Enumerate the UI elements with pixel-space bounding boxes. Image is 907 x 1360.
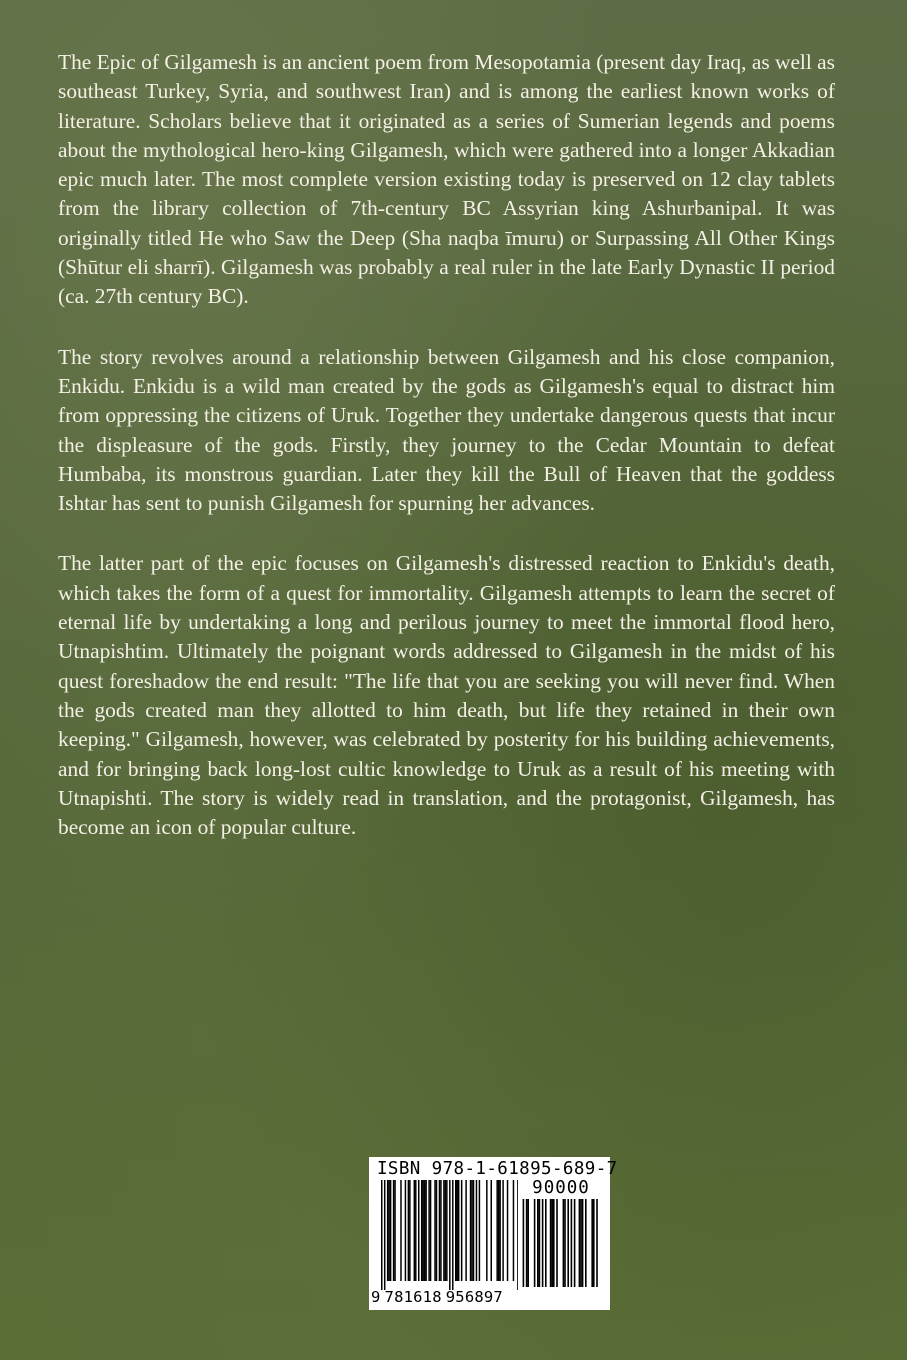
barcode-bar	[479, 1180, 480, 1281]
addon-bar	[550, 1199, 552, 1287]
addon-bar	[527, 1199, 529, 1287]
barcode-bar	[439, 1180, 440, 1281]
addon-bar	[539, 1199, 541, 1287]
barcode-bar	[465, 1180, 466, 1281]
price-addon-bars	[519, 1199, 607, 1289]
addon-bar	[593, 1199, 595, 1287]
barcode-bar	[456, 1180, 457, 1281]
ean-digits	[371, 1288, 503, 1306]
barcode-bar	[461, 1180, 462, 1281]
barcode-bar	[471, 1180, 472, 1281]
addon-bar	[591, 1199, 593, 1287]
barcode-bar	[452, 1180, 453, 1290]
barcode-bar	[390, 1180, 391, 1281]
barcode-bar	[424, 1180, 425, 1281]
addon-bar	[556, 1199, 558, 1287]
blurb-paragraph-1: The Epic of Gilgamesh is an ancient poem from Mesopotamia (present day Iraq, as well as southeast Turkey, Syria, and southwest Iran) and is among the earliest known works of literature. Scholars believe that it originated as a series of Sumerian legends and poems about the mythological hero-king Gilgamesh, which were gathered into a longer Akkadian epic much later. The most complete version existing today is preserved on 12 clay tablets from the library collection of 7th-century BC Assyrian king Ashurbanipal. It was originally titled He who Saw the Deep (Sha naqba īmuru) or Surpassing All Other Kings (Shūtur eli sharrī). Gilgamesh was probably a real ruler in the late Early Dynastic II period (ca. 27th century BC).	[58, 50, 835, 309]
barcode-bar	[446, 1180, 447, 1281]
barcode-bar	[496, 1180, 497, 1281]
barcode-bar	[400, 1180, 401, 1281]
addon-bar	[537, 1199, 539, 1287]
isbn-label: ISBN 978-1-61895-689-7	[377, 1159, 618, 1179]
addon-bar	[551, 1199, 553, 1287]
blurb-paragraph-2: The story revolves around a relationship between Gilgamesh and his close companion, Enkidu. Enkidu is a wild man created by the gods as Gilgamesh's equal to distract him from oppressing the citizens of Uruk. Together they undertake dangerous quests that incur the displeasure of the gods. Firstly, they journey to the Cedar Mountain to defeat Humbaba, its monstrous guardian. Later they kill the Bull of Heaven that the goddess Ishtar has sent to punish Gilgamesh for spurning her advances.	[58, 344, 835, 516]
barcode-bar	[394, 1180, 395, 1281]
addon-bar	[534, 1199, 536, 1287]
addon-bar	[542, 1199, 544, 1287]
barcode-bar	[409, 1180, 410, 1281]
barcode-bar	[381, 1180, 382, 1290]
addon-bar	[564, 1199, 566, 1287]
barcode-bar	[507, 1180, 508, 1281]
barcode-bar	[425, 1180, 426, 1281]
barcode-bar	[408, 1180, 409, 1281]
barcode-bar	[486, 1180, 487, 1281]
barcode-bar	[443, 1180, 444, 1281]
barcode-bar	[421, 1180, 422, 1281]
isbn-barcode	[369, 1157, 618, 1310]
ean-left-digits: 781618	[384, 1288, 442, 1306]
barcode-bar	[393, 1180, 394, 1281]
addon-bar	[585, 1199, 587, 1287]
ean-right-digits: 956897	[445, 1288, 503, 1306]
barcode-bar	[405, 1180, 406, 1281]
barcode-bar	[415, 1180, 416, 1281]
barcode-bar	[498, 1180, 499, 1281]
barcode-bar	[428, 1180, 429, 1281]
barcode-bar	[473, 1180, 474, 1281]
ean13-bars	[372, 1180, 518, 1290]
addon-bar	[596, 1199, 598, 1287]
addon-bar	[579, 1199, 581, 1287]
addon-bar	[582, 1199, 584, 1287]
barcode-bar	[440, 1180, 441, 1281]
barcode-bar	[414, 1180, 415, 1281]
barcode-bar	[458, 1180, 459, 1281]
addon-bar	[571, 1199, 573, 1287]
barcode-bar	[491, 1180, 492, 1281]
ean-first-digit: 9	[371, 1288, 381, 1306]
barcode-bar	[430, 1180, 431, 1281]
addon-bar	[553, 1199, 555, 1287]
barcode-bar	[436, 1180, 437, 1281]
blurb-text	[58, 48, 835, 873]
barcode-bar	[517, 1180, 518, 1290]
barcode-bar	[499, 1180, 500, 1281]
barcode-bar	[418, 1180, 419, 1281]
addon-bar	[574, 1199, 576, 1287]
blurb-paragraph-3: The latter part of the epic focuses on Gilgamesh's distressed reaction to Enkidu's death, which takes the form of a quest for immortality. Gilgamesh attempts to learn the secret of eternal life by undertaking a long and perilous journey to meet the immortal flood hero, Utnapishtim. Ultimately the poignant words addressed to Gilgamesh in the midst of his quest foreshadow the end result: "The life that you are seeking you will never find. When the gods created man they allotted to him death, but life they retained in their own keeping." Gilgamesh, however, was celebrated by posterity for his building achievements, and for bringing back long-lost cultic knowledge to Uruk as a result of his meeting with Utnapishti. The story is widely read in translation, and the protagonist, Gilgamesh, has become an icon of popular culture.	[58, 551, 835, 840]
barcode-bar	[422, 1180, 423, 1281]
barcode-bar	[470, 1180, 471, 1281]
barcode-bar	[387, 1180, 388, 1281]
barcode-bar	[502, 1180, 503, 1281]
addon-bar	[580, 1199, 582, 1287]
addon-bar	[545, 1199, 547, 1287]
addon-bar	[523, 1199, 525, 1287]
barcode-bar	[513, 1180, 514, 1281]
price-code: 90000	[532, 1178, 590, 1198]
barcode-bar	[384, 1180, 385, 1290]
addon-bar	[563, 1199, 565, 1287]
barcode-bar	[455, 1180, 456, 1281]
barcode-bar	[476, 1180, 477, 1281]
barcode-bar	[449, 1180, 450, 1290]
addon-bar	[526, 1199, 528, 1287]
addon-bar	[567, 1199, 569, 1287]
barcode-bar	[388, 1180, 389, 1281]
barcode-bar	[445, 1180, 446, 1281]
barcode-bar	[434, 1180, 435, 1281]
